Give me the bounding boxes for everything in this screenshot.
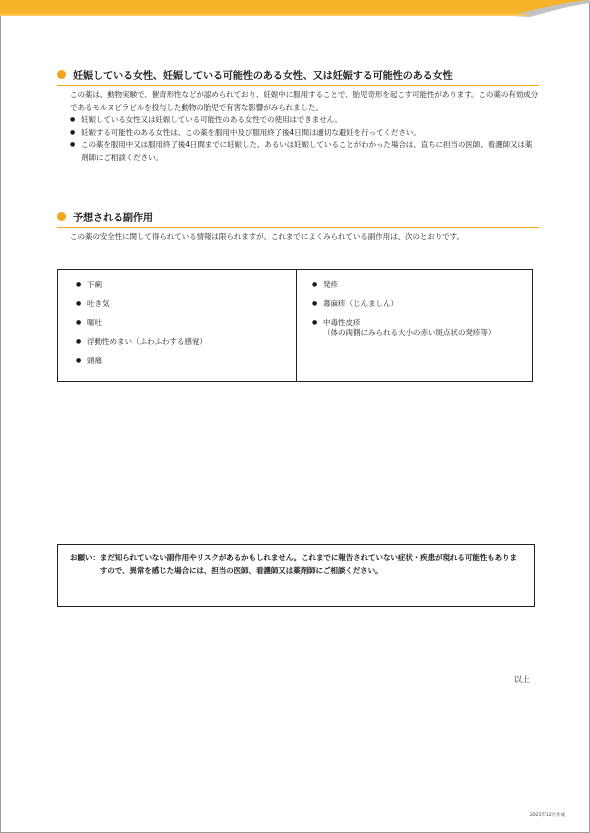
closing-text: 以上 <box>514 675 530 684</box>
side-effects-section-title: 予想される副作用 <box>73 212 153 224</box>
side-effects-section-header <box>57 208 539 224</box>
bullet-dot-icon <box>57 70 66 79</box>
side-effect-item: ● 頭痛 <box>76 356 296 366</box>
side-effect-item <box>312 280 532 290</box>
side-effects-table <box>57 269 533 382</box>
side-effect-label: 中毒性皮疹 <box>323 318 361 327</box>
pregnancy-section-header <box>57 66 539 82</box>
list-item: ● 妊娠している女性又は妊娠している可能性のある女性での使用はできません。 <box>70 114 539 127</box>
pregnancy-section-title: 妊娠している女性、妊娠している可能性のある女性、又は妊娠する可能性のある女性 <box>73 70 453 82</box>
side-effect-label: 発疹 <box>323 280 338 289</box>
pregnancy-intro: この薬は、動物実験で、催奇形性などが認められており、妊娠中に服用することで、胎児奇形を起こす可能性があります。この薬の有効成分であるモルヌピラビルを投与した動物の胎児で有害な影響がみられました。 <box>70 90 539 112</box>
side-effect-item: ● 浮動性めまい（ふわふわする感覚） <box>76 337 296 347</box>
side-effect-item: ● 下痢 <box>76 280 296 290</box>
footer-date: 2021年12月作成 <box>530 813 566 818</box>
pregnancy-section <box>57 66 539 165</box>
side-effect-item: ● 吐き気 <box>76 299 296 309</box>
notice-label: お願い： <box>70 553 100 562</box>
pregnancy-bullet-list <box>57 114 539 164</box>
side-effects-intro: この薬の安全性に関して得られている情報は限られますが、これまでによくみられている副作用は、次のとおりです。 <box>70 232 464 241</box>
side-effects-section <box>57 208 539 244</box>
side-effects-left-column <box>58 270 296 381</box>
list-item: ● 妊娠する可能性のある女性は、この薬を服用中及び服用終了後4日間は適切な避妊を行ってください。 <box>70 127 539 140</box>
section-divider <box>57 227 539 228</box>
section-divider <box>57 85 539 86</box>
side-effect-label: 蕁麻疹（じんましん） <box>323 299 398 308</box>
side-effects-right-column <box>296 270 532 381</box>
side-effect-note: （体の両側にみられる大小の赤い斑点状の発疹等） <box>323 328 496 337</box>
bullet-dot-icon <box>57 212 66 221</box>
side-effect-item: ● 嘔吐 <box>76 318 296 328</box>
notice-box <box>57 544 535 607</box>
side-effect-item <box>312 299 532 309</box>
header-swoosh <box>0 0 590 24</box>
notice-text: まだ知られていない副作用やリスクがあるかもしれません。これまでに報告されていない症状・疾患が現れる可能性もありますので、異常を感じた場合には、担当の医師、看護師又は薬剤師にご相談ください。 <box>99 553 517 575</box>
side-effect-item <box>312 318 532 338</box>
list-item: ● この薬を服用中又は服用終了後4日間までに妊娠した、あるいは妊娠していることがわかった場合は、直ちに担当の医師、看護師又は薬剤師にご相談ください。 <box>70 139 539 164</box>
